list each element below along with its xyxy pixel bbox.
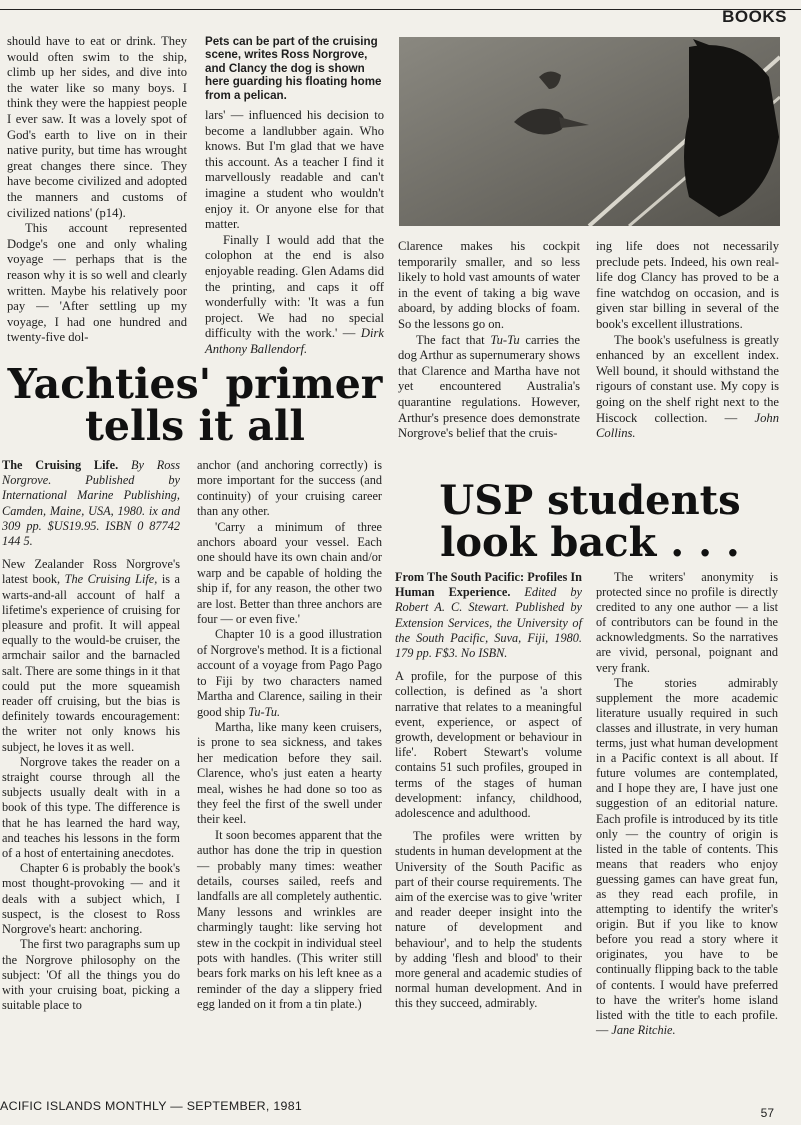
headline-usp (400, 477, 780, 566)
author-signature: Dirk Anthony Ballendorf. (205, 326, 384, 356)
review1-col3 (398, 239, 580, 442)
paragraph (596, 333, 779, 442)
paragraph: ing life does not necessarily preclude pets. Indeed, his own real-life dog Clancy has proved to be a fine watchdog on occasion, and is given star billing in several of the book's excellent illustrations. (596, 239, 779, 331)
book-title-inline: The Cruising Life, (64, 572, 158, 587)
review1-col1 (2, 458, 180, 1013)
photo-dog-pelican (399, 37, 780, 226)
paragraph: The first two paragraphs sum up the Norgrove philosophy on the subject: 'Of all the things you do with your cruising boat, picking a suitable place to (2, 937, 180, 1013)
page-footer: ACIFIC ISLANDS MONTHLY — SEPTEMBER, 1981 (0, 1099, 303, 1113)
headline-line: Yachties' primer (7, 360, 383, 408)
headline-line: USP students (439, 477, 741, 524)
paragraph-text: is a warts-and-all account of half a lifetime's experience of cruising for pleasure and profit. It will appeal equally to the would-be cruiser, the armchair sailor and the barnacled salt. There are some things in it that could put the more squeamish reader off cruising, but the bias is definitely towards encouragement: the writer not only knows his subject, he loves it as well. (2, 572, 180, 754)
paragraph: anchor (and anchoring correctly) is more important for the success (and continuity) of your cruising career than any other. (197, 458, 382, 519)
paragraph: Martha, like many keen cruisers, is prone to sea sickness, and takes her medication before they sail. Clarence, who's just eaten a hearty meal, wishes he had done so too as they feel the first of the swell under their keel. (197, 719, 382, 827)
paragraph: A profile, for the purpose of this collection, is defined as 'a short narrative that relates to a meaningful event, experience, or aspect of growth, development or behaviour in life'. Robert Stewart's volume contains 51 such profiles, grouped in terms of the stages of human development: infancy, childhood, adolescence and adulthood. (395, 669, 582, 821)
paragraph: Chapter 6 is probably the book's most thought-provoking — and it deals with a subject which, I suspect, is the closest to Ross Norgrove's heart: anchoring. (2, 861, 180, 937)
review1-col4 (596, 239, 779, 442)
bibliography (395, 570, 582, 661)
section-title: BOOKS (722, 7, 787, 26)
ship-name: Tu-Tu. (248, 704, 281, 719)
paragraph (596, 676, 778, 1038)
paragraph (398, 333, 580, 442)
review2-col1 (395, 570, 582, 1012)
book-details: Edited by Robert A. C. Stewart. Published by Extension Services, the University of the South Pacific, Suva, Fiji, 1980. 179 pp. F$3. No ISBN. (395, 585, 582, 661)
page-number: 57 (760, 1106, 774, 1120)
book-title: The Cruising Life. (2, 458, 119, 472)
paragraph: The writers' anonymity is protected since no profile is directly credited to any one author — a list of contributors can be found in the acknowledgments. So the narratives are vivid, personal, poignant and very frank. (596, 570, 778, 675)
paragraph: Norgrove takes the reader on a straight course through all the subjects usually dealt with in a book of this type. The difference is that he has learned the hard way, and teaches his lessons in the form of a host of entertaining anecdotes. (2, 754, 180, 861)
paragraph: 'Carry a minimum of three anchors aboard your vessel. Each one should have its own chain and/or warp and be capable of holding the ship if, for any reason, the other two are lost. Better than three anchors are four — or even five.' (197, 519, 382, 627)
paragraph: This account represented Dodge's one and only whaling voyage — perhaps that is the reason why it is so well and clearly written. Maybe his relatively poor pay — 'After settling up my voyage, I had one hundred and twenty-five dol- (7, 221, 187, 345)
headline-yachties (0, 360, 390, 450)
author-signature: Jane Ritchie. (611, 1022, 676, 1037)
paragraph-text: Chapter 10 is a good illustration of Norgrove's method. It is a fictional account of a voyage from Pago Pago to Fiji by two characters named Martha and Clarence, sailing in their good ship (197, 627, 382, 719)
paragraph-text: The book's usefulness is greatly enhanced by an excellent index. Well bound, it should withstand the rigours of constant use. My copy is going on the shelf right next to the Hiscock collection. — (596, 332, 779, 425)
paragraph-text: The stories admirably supplement the more academic literature usually required in such classes and illustrate, in very human terms, just what human development in a Pacific context is all about. If future volumes are contemplated, and I hope they are, I have just one suggestion of an editorial nature. Each profile is introduced by its title only — the country of origin is listed in the table of contents. This means that readers who enjoy guessing games can have great fun, as they read each profile, in attempting to identify the writer's origin. But if you like to know before you read a story where it originates, you have to be continually flipping back to the table of contents. I would have preferred to have the writer's home island listed with the title to each profile. — (596, 675, 778, 1037)
paragraph-text: carries the dog Arthur as supernumerary shows that Clarence and Martha have not yet encountered Australia's quarantine regulations. However, Arthur's presence does demonstrate Norgrove's belief that the cruis- (398, 332, 581, 441)
paragraph (2, 557, 180, 755)
paragraph-text: The fact that (416, 332, 485, 347)
prev-article-col2 (205, 108, 384, 358)
paragraph-text: Finally I would add that the colophon at the end is also enjoyable reading. Glen Adams did the printing, and caps it off wonderfully with: 'It was a fun project. We had no special difficulty with the work.' — (205, 232, 384, 341)
book-details: By Ross Norgrove. Published by International Marine Publishing, Camden, Maine, USA, 1980. ix and 309 pp. $US19.95. ISBN 0 87742 144 5. (2, 458, 180, 549)
paragraph: Clarence makes his cockpit temporarily smaller, and so less likely to hold vast amounts of water in the event of taking a big wave aboard, by adding blocks of foam. So the lessons go on. (398, 239, 580, 331)
headline-line: tells it all (84, 402, 306, 450)
paragraph-text: New Zealander Ross Norgrove's latest book, (2, 557, 180, 587)
review2-col2 (596, 570, 778, 1038)
paragraph (197, 627, 382, 719)
book-title: From The South Pacific: Profiles In Human Experience. (395, 570, 582, 600)
paragraph: It soon becomes apparent that the author has done the trip in question — probably many times: weather details, courses sailed, reefs and landfalls are all completely authentic. Many lessons and wrinkles are charmingly taught: like serving hot stew in the cockpit in individual steel pots with handles. (This writer still bears fork marks on his left knee as a reminder of the day a slippery fried egg landed on it from a tin plate.) (197, 827, 382, 1012)
photo-illustration (399, 37, 780, 226)
top-rule (0, 9, 801, 10)
ship-name: Tu-Tu (490, 332, 520, 347)
paragraph: should have to eat or drink. They would often swim to the ship, climb up her sides, and dive into the water like so many boys. I think they were the happiest people I ever saw. It was a lovely spot of God's earth to live on in their native purity, but time has wrought great changes there since. They have become civilized and adopted the manners and customs of civilized nations' (p14). (7, 34, 187, 220)
caption-text: Pets can be part of the cruising scene, writes Ross Norgrove, and Clancy the dog is shown here guarding his floating home from a pelican. (205, 35, 382, 102)
paragraph (205, 233, 384, 358)
photo-caption (205, 35, 390, 102)
bibliography (2, 458, 180, 549)
review1-col2 (197, 458, 382, 1013)
paragraph: The profiles were written by students in human development at the University of the South Pacific as part of their course requirements. The aim of the exercise was to give 'writer and reader deeper insight into the nature of development and behaviour', and to help the students by adding 'flesh and blood' to their more general and academic studies of normal human development. And in this they succeed, admirably. (395, 829, 582, 1011)
paragraph: lars' — influenced his decision to become a landlubber again. Who knows. But I'm glad that we have this account. As a teacher I find it marvellously readable and can't imagine a student who wouldn't enjoy it. Or anyone else for that matter. (205, 108, 384, 232)
prev-article-col1 (7, 34, 187, 346)
headline-line: look back . . . (440, 519, 740, 566)
author-signature: John Collins. (596, 410, 779, 441)
